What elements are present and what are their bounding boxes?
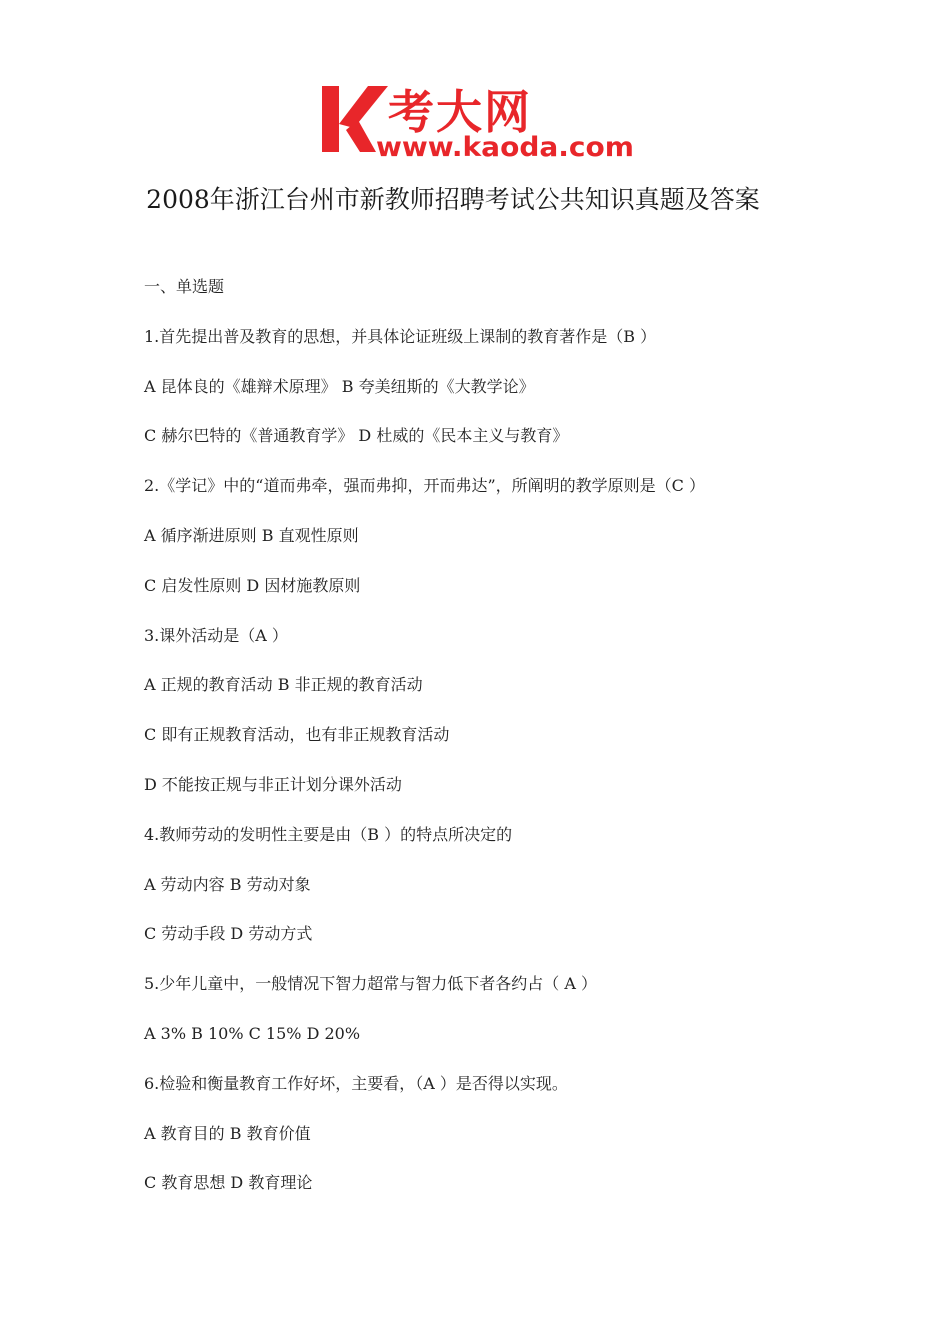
question-1-options-ab: A 昆体良的《雄辩术原理》 B 夸美纽斯的《大教学论》 xyxy=(144,376,535,396)
question-4-options-ab: A 劳动内容 B 劳动对象 xyxy=(144,874,311,894)
question-6-options-ab: A 教育目的 B 教育价值 xyxy=(144,1123,311,1143)
question-6-options-cd: C 教育思想 D 教育理论 xyxy=(144,1173,313,1193)
question-3-options-ab: A 正规的教育活动 B 非正规的教育活动 xyxy=(144,675,423,695)
document-title: 2008年浙江台州市新教师招聘考试公共知识真题及答案 xyxy=(146,185,760,214)
question-5-options: A 3% B 10% C 15% D 20% xyxy=(144,1023,361,1043)
question-list xyxy=(144,274,904,1220)
question-3: 3.课外活动是（A ） xyxy=(144,625,288,645)
logo-url-text: www.kaoda.com xyxy=(376,132,634,162)
question-4-options-cd: C 劳动手段 D 劳动方式 xyxy=(144,924,313,944)
question-2: 2.《学记》中的“道而弗牵，强而弗抑，开而弗达”，所阐明的教学原则是（C ） xyxy=(144,476,705,496)
question-3-option-d: D 不能按正规与非正计划分课外活动 xyxy=(144,774,402,794)
question-1-options-cd: C 赫尔巴特的《普通教育学》 D 杜威的《民本主义与教育》 xyxy=(144,426,569,446)
question-1: 1.首先提出普及教育的思想，并具体论证班级上课制的教育著作是（B ） xyxy=(144,326,657,346)
kaoda-logo-graphic xyxy=(318,80,638,162)
question-6: 6.检验和衡量教育工作好坏，主要看，（A ）是否得以实现。 xyxy=(144,1073,568,1093)
kaoda-logo xyxy=(318,80,638,162)
question-3-option-c: C 即有正规教育活动，也有非正规教育活动 xyxy=(144,725,450,745)
question-4: 4.教师劳动的发明性主要是由（B ）的特点所决定的 xyxy=(144,824,513,844)
question-5: 5.少年儿童中，一般情况下智力超常与智力低下者各约占（ A ） xyxy=(144,974,597,994)
question-2-options-cd: C 启发性原则 D 因材施教原则 xyxy=(144,575,361,595)
section-heading: 一、单选题 xyxy=(144,277,225,296)
logo-brand-text: 考大网 xyxy=(388,85,532,139)
question-2-options-ab: A 循序渐进原则 B 直观性原则 xyxy=(144,525,359,545)
